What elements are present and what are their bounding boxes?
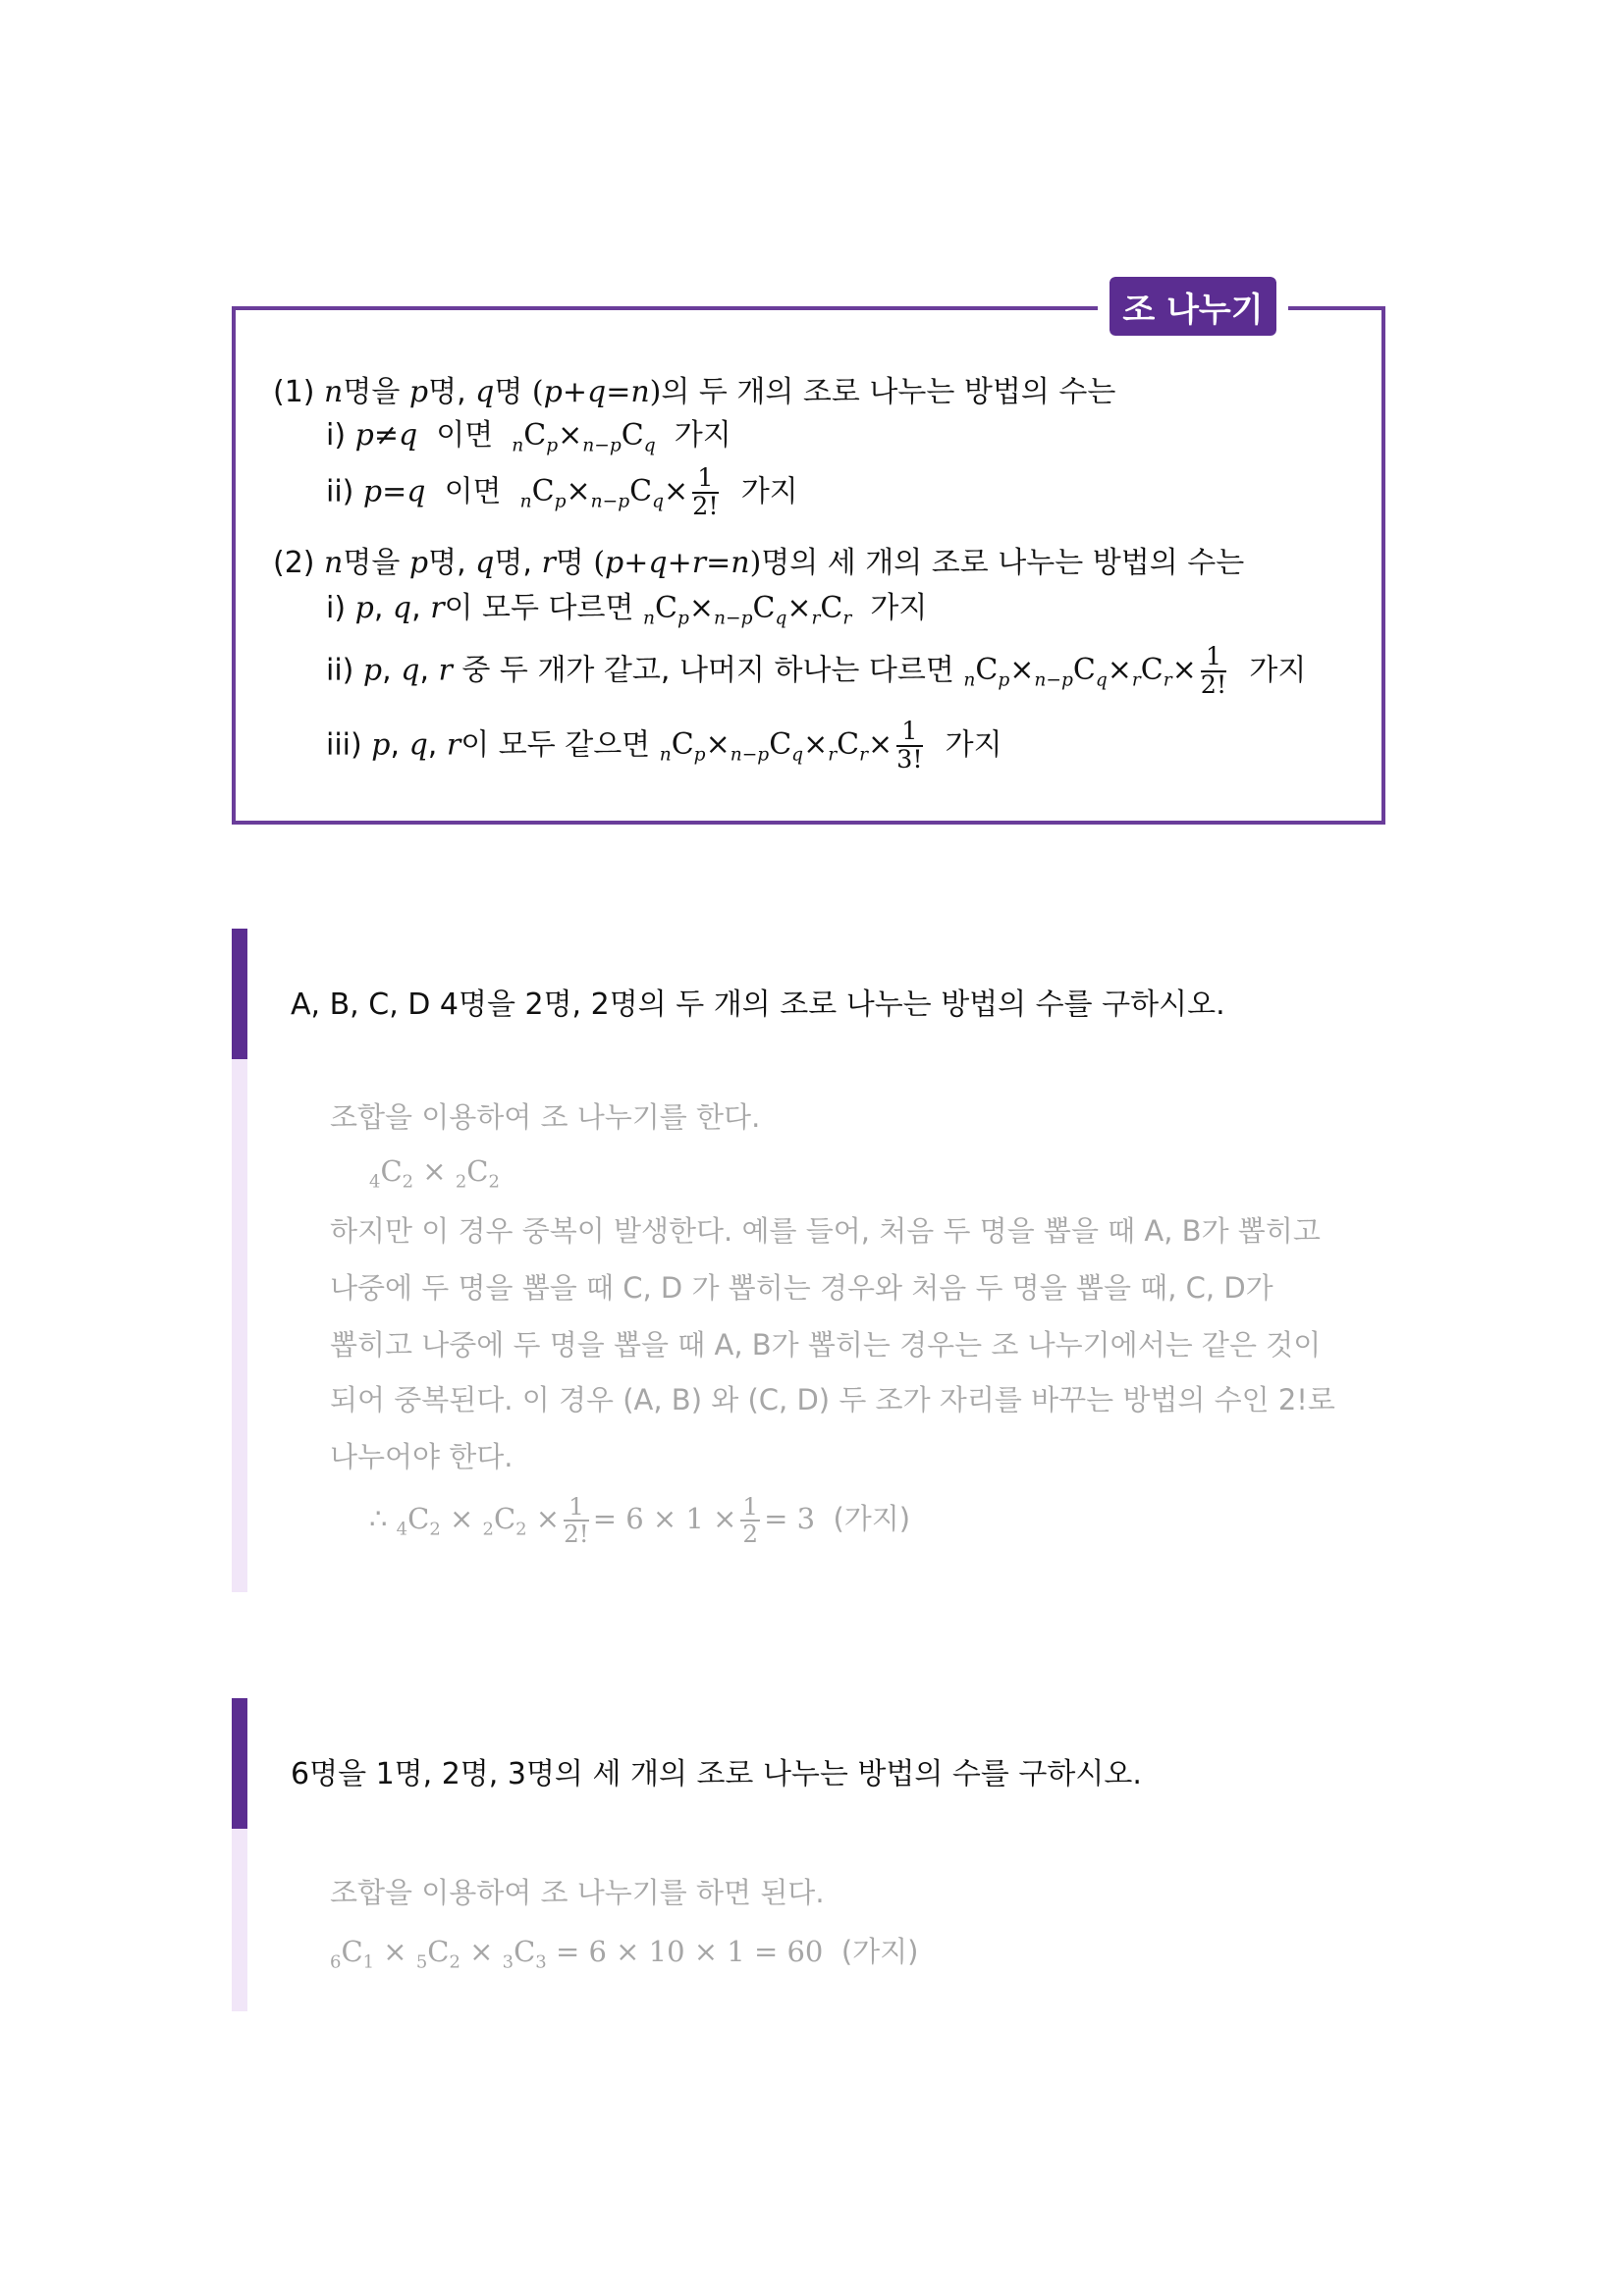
item1-line: (1) n명을 p명, q명 (p+q=n)의 두 개의 조로 나누는 방법의 수는	[273, 375, 1116, 409]
summary-title: 조 나누기	[1110, 277, 1276, 336]
problem1-question: A, B, C, D 4명을 2명, 2명의 두 개의 조로 나누는 방법의 수를 구하시오.	[291, 988, 1225, 1022]
problem1-sol-line3: 하지만 이 경우 중복이 발생한다. 예를 들어, 처음 두 명을 뽑을 때 A, B가 뽑히고	[330, 1214, 1321, 1248]
item2-iii: iii) p, q, r이 모두 같으면 $_nC_p\times_{n-p}C_q\times_rC_r\times$ $\frac{1}{3!}$ 가지	[326, 717, 1002, 774]
problem1-bar	[232, 929, 247, 1059]
item1-ii: ii) p=q 이면 $_nC_p\times_{n-p}C_q\times$ $\frac{1}{2!}$ 가지	[326, 463, 798, 521]
problem1-solution-bar	[232, 1059, 247, 1592]
item1-i: i) p≠q 이면 $_nC_p\times_{n-p}C_q$ 가지	[326, 418, 731, 456]
problem2-question: 6명을 1명, 2명, 3명의 세 개의 조로 나누는 방법의 수를 구하시오.	[291, 1757, 1142, 1791]
problem1-sol-line5: 뽑히고 나중에 두 명을 뽑을 때 A, B가 뽑히는 경우는 조 나누기에서는 같은 것이	[330, 1328, 1322, 1362]
item2-i: i) p, q, r이 모두 다르면 $_nC_p\times_{n-p}C_q\times_rC_r$ 가지	[326, 591, 928, 629]
item2-ii: ii) p, q, r 중 두 개가 같고, 나머지 하나는 다르면 $_nC_p\times_{n-p}C_q\times_rC_r\times$ $\frac{1}{2!}$ 가지	[326, 642, 1307, 700]
problem1-sol-line6: 되어 중복된다. 이 경우 (A, B) 와 (C, D) 두 조가 자리를 바꾸는 방법의 수인 2!로	[330, 1383, 1335, 1416]
problem1-formula: $_4C_2 \times _2C_2$	[369, 1154, 500, 1193]
problem1-sol-line4: 나중에 두 명을 뽑을 때 C, D 가 뽑히는 경우와 처음 두 명을 뽑을 때, C, D가	[330, 1271, 1273, 1305]
problem2-answer: $_6C_1 \times _5C_2 \times _3C_3 = 6 \times 10 \times 1 = 60$ (가지)	[330, 1935, 919, 1973]
item2-line: (2) n명을 p명, q명, r명 (p+q+r=n)명의 세 개의 조로 나누는 방법의 수는	[273, 546, 1245, 580]
problem2-sol-line1: 조합을 이용하여 조 나누기를 하면 된다.	[330, 1876, 825, 1909]
problem2-bar	[232, 1698, 247, 1829]
problem1-sol-line7: 나누어야 한다.	[330, 1440, 514, 1473]
problem2-solution-bar	[232, 1829, 247, 2011]
problem1-answer: ∴ $_4C_2 \times _2C_2$ × $\frac{1}{2!}$ = 6 × 1 × $\frac{1}{2}$ = 3 (가지)	[369, 1492, 911, 1548]
problem1-sol-line1: 조합을 이용하여 조 나누기를 한다.	[330, 1100, 761, 1134]
